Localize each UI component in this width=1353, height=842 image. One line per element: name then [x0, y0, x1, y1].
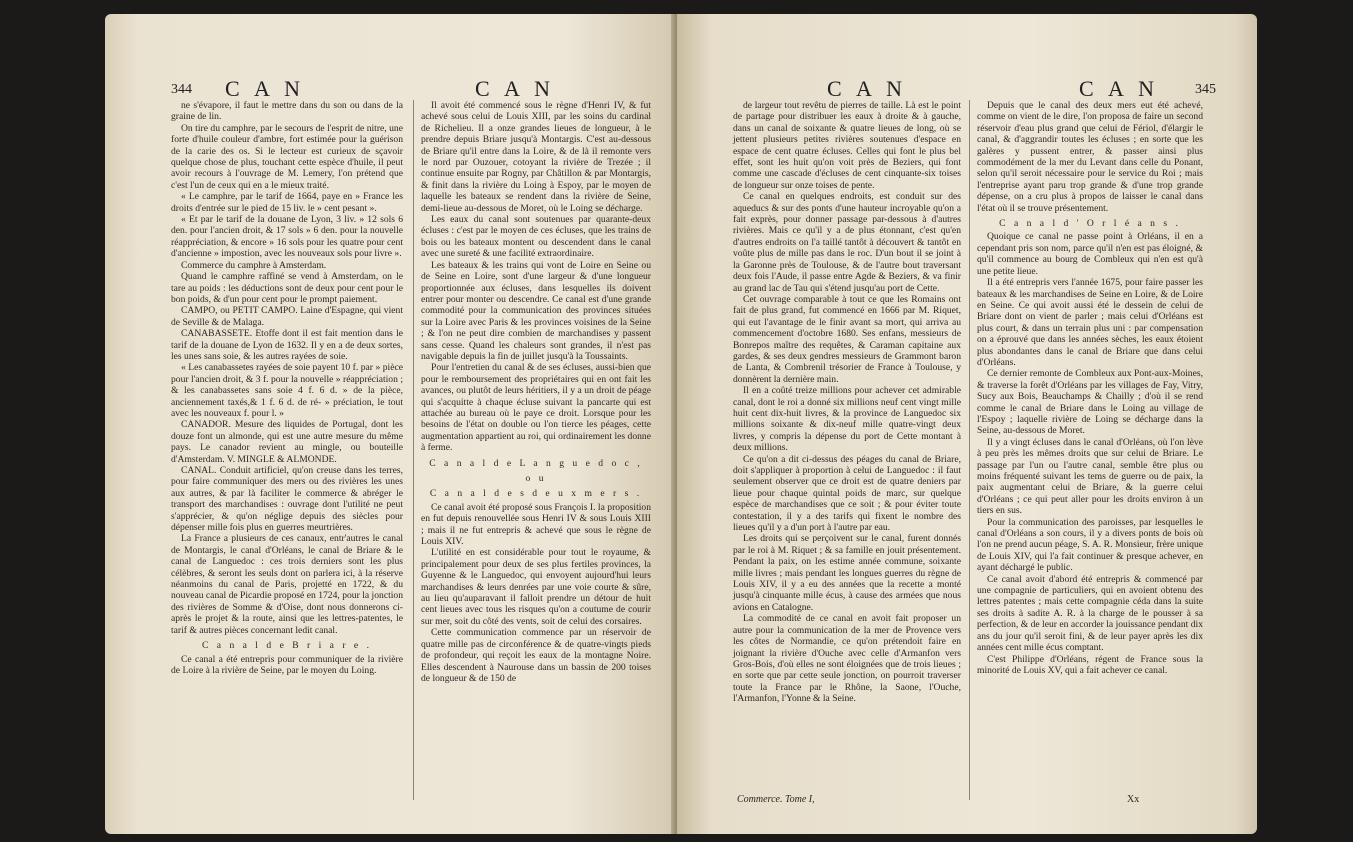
text-column-right [421, 100, 651, 684]
paragraph: CANABASSETE. Etoffe dont il est fait mention dans le tarif de la douane de Lyon de 1632. Il y en a de deux sortes, les unes sans soie, & les autres rayées de soie. [171, 328, 403, 362]
paragraph: Ce canal en quelques endroits, est conduit sur des aqueducs & sur des ponts d'une hauteur incroyable qu'on a fait exprès, pour donner passage par-dessous à d'autres rivières. Mais ce qu'il y a de plus étonnant, c'est qu'en d'autres endroits on l'a taillé tantôt à découvert & tantôt en voûte plus de mille pas dans le roc. D'un bout il se joint à la Garonne près de Toulouse, & de l'autre bout traversant deux fois l'Aude, il passe entre Agde & Beziers, & va finir au grand lac de Tau qui s'étend jusqu'au port de Cette. [733, 191, 961, 294]
paragraph: Depuis que le canal des deux mers eut été achevé, comme on vient de le dire, l'on proposa de faire un second réservoir d'eau plus grand que celui de Fériol, d'élargir le canal, & d'aggrandir toutes les écluses ; en sorte que les galères y pussent entrer, & passer ainsi plus commodément de la mer du Levant dans celle du Ponant, selon qu'il seroit nécessaire pour le service du Roi ; mais l'entreprise ayant paru trop grande & d'une trop grande dépense, on a cru plus à propos de laisser le canal dans l'état où il se trouve présentement. [977, 100, 1203, 214]
paragraph: C a n a l d ' O r l é a n s . [999, 218, 1181, 230]
paragraph: Pour l'entretien du canal & de ses écluses, aussi-bien que pour le remboursement des propriétaires qui en ont fait les avances, ou plutôt de leurs héritiers, il y a un droit de péage qui s'acquitte à chaque écluse suivant la pancarte qui est attachée au bureau où le paye ce droit. Lorsque pour les besoins de l'état on double ou l'on tierce les péages, cette augmentation appartient au roi, qui ordinairement les donne à ferme. [421, 362, 651, 454]
paragraph: Les droits qui se perçoivent sur le canal, furent donnés par le roi à M. Riquet ; & sa famille en jouit présentement. Pendant la paix, on les estime année commune, soixante mille livres ; mais pendant les longues guerres du règne de Louis XIV, il y a eu des années que la recette a monté jusqu'à cinquante mille écus, à cause des armées que nous avions en Catalogne. [733, 533, 961, 613]
paragraph: Il en a coûté treize millions pour achever cet admirable canal, dont le roi a donné six millions neuf cent vingt mille huit cent dix-huit livres, & la province de Languedoc six millions soixante & dix-neuf mille quatre-vingt deux livres, y compris la dépense du port de Cette montant à deux millions. [733, 385, 961, 454]
paragraph: CANAL. Conduit artificiel, qu'on creuse dans les terres, pour faire communiquer des mers ou des rivières les unes aux autres, & par là faciliter le commerce & abréger le transport des marchandises : ouvrage dont l'utilité ne peut s'apprécier, & qu'on néglige depuis des siècles pour dépenser mille fois plus en guerres meurtrières. [171, 465, 403, 534]
paragraph: Il avoit été commencé sous le règne d'Henri IV, & fut achevé sous celui de Louis XIII, par les soins du cardinal de Richelieu. Il a onze grandes lieues de longueur, à le prendre depuis Briare jusqu'à Montargis. C'est au-dessous de Briare qu'il entre dans la Loire, & de là il remonte vers le nord par Ouzouer, cotoyant la rivière de Trezée ; il continue ensuite par Rogny, par Châtillon & par Montargis, & finit dans la rivière du Loing à Espoy, par le moyen de laquelle les bateaux se rendent dans la rivière de Seine, demi-lieue au-dessous de Moret, où le Loing se décharge. [421, 100, 651, 214]
paragraph: CAMPO, ou PETIT CAMPO. Laine d'Espagne, qui vient de Seville & de Malaga. [171, 305, 403, 328]
text-column-right [977, 100, 1203, 676]
paragraph: On tire du camphre, par le secours de l'esprit de nitre, une forte d'huile couleur d'ambre, fort estimée pour la guérison de la carie des os. Si le lecteur est curieux de sçavoir quelque chose de plus, touchant cette espèce d'huile, il peut avoir recours à l'ouvrage de M. Lemery, l'on prétend que c'est l'un de ceux qui en a le mieux traité. [171, 122, 403, 191]
paragraph: Ce dernier remonte de Combleux aux Pont-aux-Moines, & traverse la forêt d'Orléans par les villages de Fay, Vitry, Sucy aux Bois, Beauchamps & Chailly ; d'où il se rend comme le canal de Briare dans le Loing au village de l'Espoy ; laquelle rivière de Loing se décharge dans la Seine, au-dessous de Moret. [977, 368, 1203, 437]
right-page [677, 14, 1257, 834]
paragraph: Ce qu'on a dit ci-dessus des péages du canal de Briare, doit s'appliquer à proportion à celui de Languedoc : il faut seulement observer que ce droit est de quatre deniers par lieue pour chaque quintal poids de marc, sur quelque espèce de marchandises que ce soit ; & pour éviter toute contestation, il y a des tarifs qui fixent le nombre des lieues qu'il y a d'un port à l'autre par eau. [733, 453, 961, 534]
paragraph: « Les canabassetes rayées de soie payent 10 f. par » pièce pour l'ancien droit, & 3 f. pour la nouvelle » réappréciation ; & les canabassetes sans soie 4 f. 6 d. » de la pièce, anciennement taxés,& 1 f. 6 d. de ré- » préciation, le tout avec les nouveaux f. pour l. » [171, 362, 403, 419]
paragraph: C a n a l d e s d e u x m e r s . [429, 488, 643, 500]
paragraph: CANADOR. Mesure des liquides de Portugal, dont les douze font un almonde, qui est une autre mesure du même pays. Le canador revient au mingle, ou bouteille d'Amsterdam. V. MINGLE & ALMONDE. [171, 419, 403, 465]
paragraph: o u [525, 473, 547, 484]
paragraph: de largeur tout revêtu de pierres de taille. Là est le point de partage pour distribuer les eaux à droite & à gauche, dans un canal de soixante & quatre lieues de long, où se jettent plusieurs petites rivières soutenues d'espace en espace de cent quatre écluses. Celles qui font le plus bel effet, sont les huit qu'on voit près de Beziers, qui font comme une cascade d'écluses de cent cinquante-six toises de longueur sur onze toises de pente. [733, 100, 961, 191]
paragraph: C a n a l d e B r i a r e . [202, 640, 372, 652]
paragraph: C a n a l d e L a n g u e d o c , [429, 457, 643, 469]
paragraph: C'est Philippe d'Orléans, régent de France sous la minorité de Louis XV, qui a fait achever ce canal. [977, 653, 1203, 676]
paragraph: Il a été entrepris vers l'année 1675, pour faire passer les bateaux & les marchandises de Seine en Loire, & de Loire en Seine. Ce qui avoit aussi été le dessein de celui de Briare dont on vient de parler ; mais celui d'Orléans est plus court, & dans un terrain plus uni : par compensation on a éprouvé que dans les années sèches, les eaux étoient plus abondantes dans le canal de Briare que dans celui d'Orléans. [977, 277, 1203, 368]
signature-mark: Xx [1127, 794, 1140, 805]
paragraph: Ce canal avoit d'abord été entrepris & commencé par une compagnie de particuliers, qui en avoient obtenu des lettres patentes ; mais cette compagnie céda dans la suite ses droits à sadite A. R. à la charge de le pousser à sa perfection, & de leur en accorder la jouissance pendant dix ans du jour qu'il seroit fini, & de leur payer après les dix années cent mille écus comptant. [977, 573, 1203, 654]
paragraph: Les bateaux & les trains qui vont de Loire en Seine ou de Seine en Loire, sont d'une largeur & d'une longueur proportionnée aux écluses, dans lesquelles ils doivent entrer pour monter ou descendre. Ce canal est d'une grande commodité pour la communication des provinces situées sur la Loire avec Paris & les provinces voisines de la Seine ; & l'on ne peut dire combien de marchandises y passent sans cesse. Quand les chaleurs sont grandes, il n'est pas navigable depuis la fin de juillet jusqu'à la Toussaints. [421, 259, 651, 362]
volume-footer: Commerce. Tome I, [737, 794, 815, 805]
column-rule [969, 100, 970, 800]
paragraph: La commodité de ce canal en avoit fait proposer un autre pour la communication de la mer de Provence vers les côtes de Normandie, ce qu'on prétendoit faire en joignant la rivière d'Ouche avec celle d'Armanfon vers Gros-Bois, d'où elles ne sont éloignées que de trois lieues ; en sorte que par cette seule jonction, on pourroit traverser toute la France par le Rhône, la Saone, l'Ouche, l'Armanfon, l'Yonne & la Seine. [733, 613, 961, 705]
paragraph: Il y a vingt écluses dans le canal d'Orléans, où l'on lève à peu près les mêmes droits que sur celui de Briare. Le passage par l'un ou l'autre canal, semble être plus ou moins fréquenté suivant les tems de guerre ou de paix, la paix augmentant celui de Briare, & la guerre celui d'Orléans ; ce qui peut aller pour les droits environ à un tiers en sus. [977, 436, 1203, 517]
paragraph: Les eaux du canal sont soutenues par quarante-deux écluses : c'est par le moyen de ces écluses, que les trains de bois ou les bateaux montent ou descendent dans le canal avec une sureté & une facilité extraordinaire. [421, 214, 651, 260]
left-page [105, 14, 677, 834]
column-rule [413, 100, 414, 800]
paragraph: La France a plusieurs de ces canaux, entr'autres le canal de Montargis, le canal d'Orléans, le canal de Briare & le canal de Languedoc : ces trois derniers sont les plus célèbres, & seront les seuls dont on parlera ici, à la réserve néanmoins du canal de Paris, projetté en 1722, & du nouveau canal de Picardie proposé en 1724, pour la jonction des rivières de Somme & d'Oise, dont nous donnerons ci-après le projet & la route, ainsi que les lettres-patentes, le tarif & autres pièces concernant ledit canal. [171, 533, 403, 636]
paragraph: ne s'évapore, il faut le mettre dans du son ou dans de la graine de lin. [171, 100, 403, 123]
paragraph: Quoique ce canal ne passe point à Orléans, il en a cependant pris son nom, parce qu'il n'en est pas éloigné, & qu'il commence au bourg de Combleux qui n'en est qu'à une petite lieue. [977, 231, 1203, 277]
open-book [105, 14, 1257, 834]
text-column-left [733, 100, 961, 705]
paragraph: Cette communication commence par un réservoir de quatre mille pas de circonférence & de quatre-vingts pieds de profondeur, qui reçoit les eaux de la montagne Noire. Elles descendent à Naurouse dans un bassin de 200 toises de longueur & de 150 de [421, 627, 651, 684]
running-headword: C A N [827, 76, 908, 101]
running-headword: C A N [475, 76, 556, 101]
paragraph: Commerce du camphre à Amsterdam. [181, 259, 327, 271]
paragraph: Quand le camphre raffiné se vend à Amsterdam, on le tare au poids : les déductions sont de deux pour cent pour le bon poids, & d'un pour cent pour le prompt paiement. [171, 271, 403, 305]
running-headword: C A N [225, 76, 306, 101]
page-number: 345 [1195, 82, 1216, 97]
paragraph: « Et par le tarif de la douane de Lyon, 3 liv. » 12 sols 6 den. pour l'ancien droit, & 17 sols » 6 den. pour la nouvelle réappréciation, & encore » 16 sols pour les quatre pour cent d'ancienne » impostion, avec les nouveaux sols pour livre ». [171, 214, 403, 260]
paragraph: Ce canal a été entrepris pour communiquer de la rivière de Loire à la rivière de Seine, par le moyen du Loing. [171, 653, 403, 676]
running-headword: C A N [1079, 76, 1160, 101]
paragraph: « Le camphre, par le tarif de 1664, paye en » France les droits d'entrée sur le pied de 15 liv. le » cent pesant ». [171, 191, 403, 214]
paragraph: Cet ouvrage comparable à tout ce que les Romains ont fait de plus grand, fut commencé en 1666 par M. Riquet, qui eut l'avantage de le finir avant sa mort, qui arriva au commencement d'octobre 1680. Ses enfans, messieurs de Bonrepos maître des requêtes, & Caraman capitaine aux gardes, & ses deux gendres messieurs de Grammont baron de Lanta, & Combrenil trésorier de France à Toulouse, y donnèrent la dernière main. [733, 293, 961, 385]
paragraph: L'utilité en est considérable pour tout le royaume, & principalement pour deux de ses plus fertiles provinces, la Guyenne & le Languedoc, qui envoyent aujourd'hui leurs marchandises & leurs denrées par une voie courte & sûre, au lieu qu'auparavant il falloit prendre un détour de huit cent lieues avec tous les risques qu'on a coutume de courir sur mer, soit du côté des vents, soit de celui des corsaires. [421, 547, 651, 627]
text-column-left [171, 100, 403, 676]
paragraph: Pour la communication des paroisses, par lesquelles le canal d'Orléans a son cours, il y a divers ponts de bois où l'on ne prend aucun péage, S. A. R. Monsieur, frère unique de Louis XIV, qui l'a fait continuer & presque achever, en ayant déchargé le public. [977, 516, 1203, 574]
page-number: 344 [171, 82, 192, 97]
paragraph: Ce canal avoit été proposé sous François I. la proposition en fut depuis renouvellée sous Henri IV & sous Louis XIII ; mais il ne fut entrepris & achevé que sous le règne de Louis XIV. [421, 501, 651, 548]
